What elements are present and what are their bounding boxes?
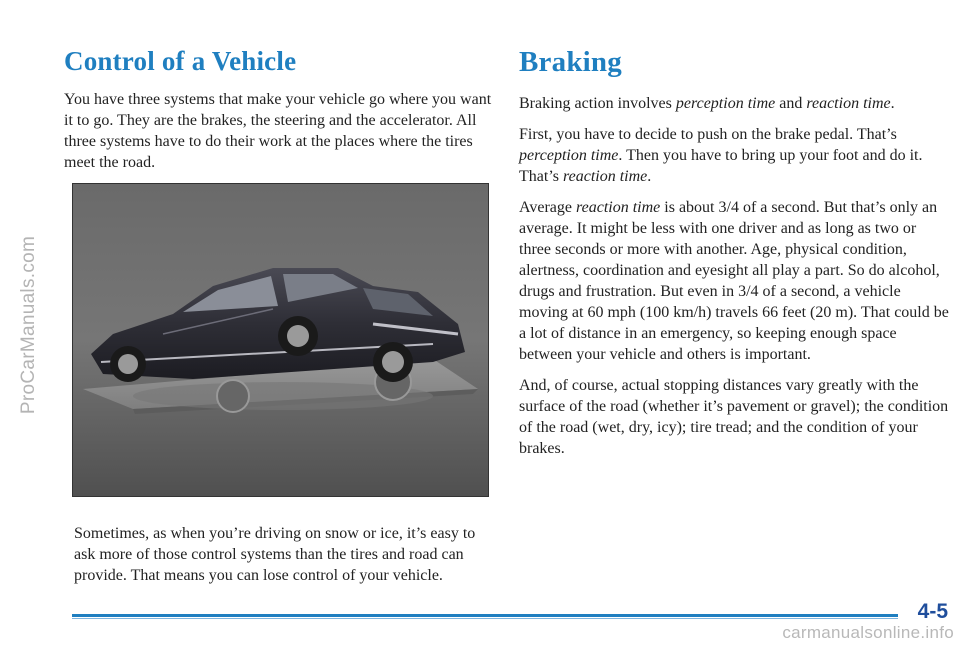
watermark-side <box>14 160 44 490</box>
car-on-platform-image <box>73 184 488 496</box>
braking-intro-paragraph <box>519 93 949 114</box>
text-run: . <box>647 168 652 185</box>
control-intro-paragraph: You have three systems that make your vehicle go where you want it to go. They are the brakes, the steering and the accelerator. All three systems have to do their work at the places where the tires meet the road. <box>64 91 492 171</box>
control-loss-paragraph: Sometimes, as when you’re driving on snow or ice, it’s easy to ask more of those control systems than the tires and road can provide. That means you can lose control of your vehicle. <box>74 525 476 584</box>
footer-rule <box>72 614 898 617</box>
watermark-footer: carmanualsonline.info <box>782 623 954 642</box>
right-column <box>519 46 949 459</box>
text-run: First, you have to decide to push on the brake pedal. That’s <box>519 126 897 143</box>
italic-term: reaction time <box>563 168 648 185</box>
italic-term: perception time <box>675 95 776 112</box>
watermark-side-text: ProCarManuals.com <box>18 235 39 415</box>
page-number: 4-5 <box>914 600 952 624</box>
text-run: . <box>890 95 895 112</box>
text-run: Braking action involves <box>519 95 676 112</box>
italic-term: reaction time <box>806 95 891 112</box>
italic-term: reaction time <box>576 199 661 216</box>
text-run: Average <box>519 199 576 216</box>
italic-term: perception time <box>519 147 619 164</box>
left-column <box>64 46 494 173</box>
section-title-control: Control of a Vehicle <box>64 46 297 76</box>
average-reaction-paragraph <box>519 197 949 365</box>
perception-paragraph <box>519 124 949 187</box>
vehicle-illustration <box>72 183 489 497</box>
text-run: . Then you have to bring up your foot and do it. That’s <box>519 147 923 185</box>
section-title-braking: Braking <box>519 46 622 78</box>
text-run: and <box>775 95 807 112</box>
stopping-distance-paragraph: And, of course, actual stopping distances vary greatly with the surface of the road (whether it’s pavement or gravel); the condition of the road (wet, dry, icy); tire tread; and the condition of your brakes. <box>519 377 949 457</box>
text-run: is about 3/4 of a second. But that’s only an average. It might be less with one driver and as long as two or three seconds or more with another. Age, physical condition, alertness, coordination and eyesight all play a part. So do alcohol, drugs and frustration. But even in 3/4 of a second, a vehicle moving at 60 mph (100 km/h) travels 66 feet (20 m). That could be a lot of distance in an emergency, so keeping enough space between your vehicle and others is important. <box>519 199 949 363</box>
footer-rule-thin <box>72 618 898 619</box>
